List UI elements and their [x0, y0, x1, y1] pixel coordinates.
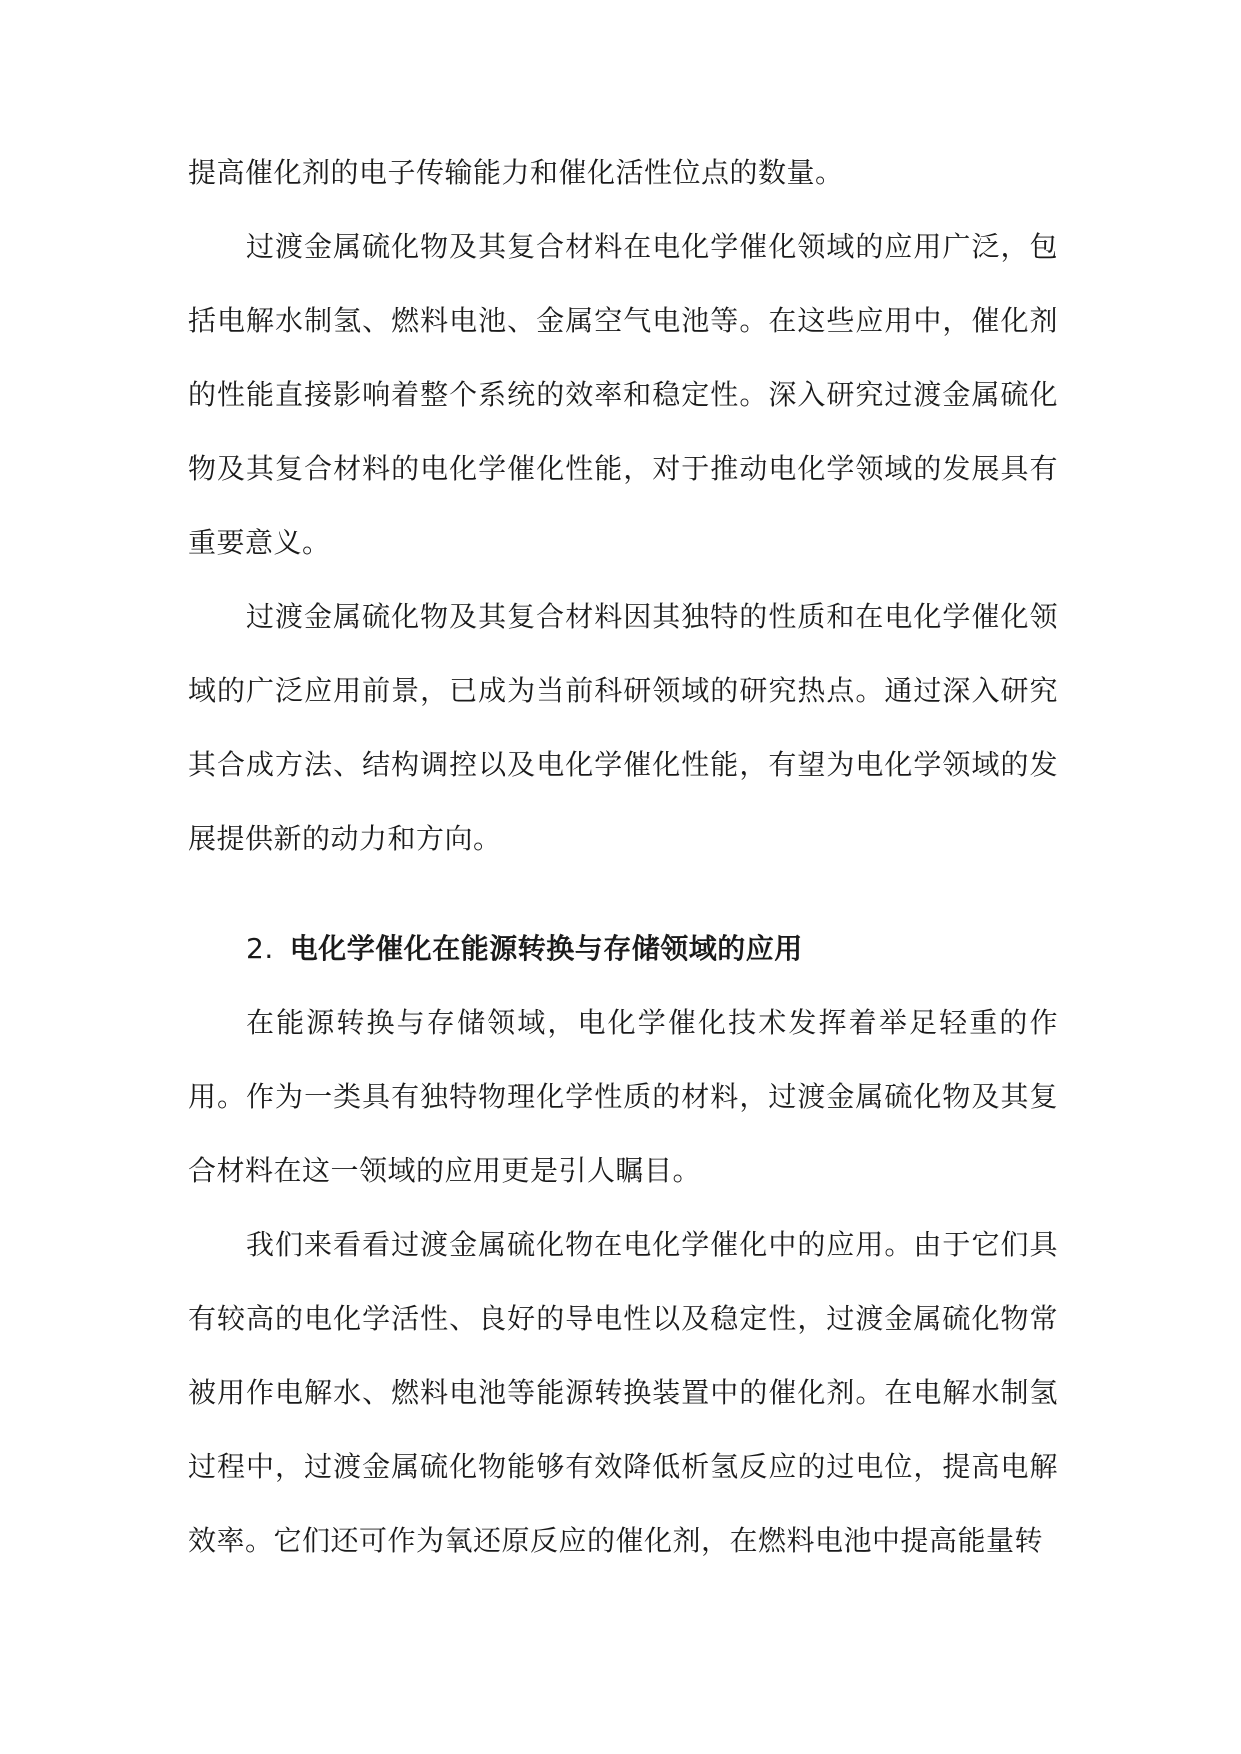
paragraph-energy-field: 在能源转换与存储领域，电化学催化技术发挥着举足轻重的作用。作为一类具有独特物理化学性质的材料，过渡金属硫化物及其复合材料在这一领域的应用更是引人瞩目。: [188, 1006, 1058, 1187]
paragraph-sulfide-applications: 我们来看看过渡金属硫化物在电化学催化中的应用。由于它们具有较高的电化学活性、良好的导电性以及稳定性，过渡金属硫化物常被用作电解水、燃料电池等能源转换装置中的催化剂。在电解水制氢过程中，过渡金属硫化物能够有效降低析氢反应的过电位，提高电解效率。它们还可作为氧还原反应的催化剂，在燃料电池中提高能量转: [188, 1228, 1058, 1557]
paragraph-research-hotspot: 过渡金属硫化物及其复合材料因其独特的性质和在电化学催化领域的广泛应用前景，已成为当前科研领域的研究热点。通过深入研究其合成方法、结构调控以及电化学催化性能，有望为电化学领域的发展提供新的动力和方向。: [188, 600, 1058, 855]
document-body: [188, 136, 1058, 1578]
section-heading: [188, 912, 1058, 986]
paragraph-continuation: 提高催化剂的电子传输能力和催化活性位点的数量。: [188, 156, 844, 189]
section-number: 2.: [246, 932, 274, 965]
paragraph-applications: 过渡金属硫化物及其复合材料在电化学催化领域的应用广泛，包括电解水制氢、燃料电池、金属空气电池等。在这些应用中，催化剂的性能直接影响着整个系统的效率和稳定性。深入研究过渡金属硫化物及其复合材料的电化学催化性能，对于推动电化学领域的发展具有重要意义。: [188, 230, 1058, 559]
section-title: 电化学催化在能源转换与存储领域的应用: [289, 932, 803, 965]
